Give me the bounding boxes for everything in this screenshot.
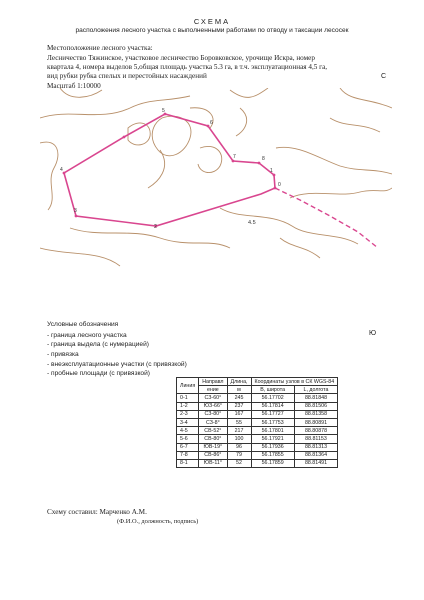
header-direction-2: ение	[199, 386, 227, 394]
cell-direction: ЮЗ-66°	[199, 402, 227, 410]
location-line-1: Лесничество Тяжинское, участковое лесничество Боровковское, урочище Искра, номер	[47, 54, 315, 62]
header-length-unit: м	[227, 386, 251, 394]
cell-line: 5-6	[177, 435, 199, 443]
vertex-label-3: 3	[74, 208, 77, 214]
table-row	[177, 435, 338, 443]
cell-longitude: 88.81153	[294, 435, 337, 443]
vertex-label-8: 8	[262, 156, 265, 162]
table-subheader-row	[177, 386, 338, 394]
cell-length: 96	[227, 443, 251, 451]
location-line-2: квартала 4, номера выделов 5,общая площадь участка 5.3 га, в т.ч. эксплуатационная 4,5 га,	[47, 63, 328, 71]
cell-length: 55	[227, 418, 251, 426]
cell-latitude: 56.17859	[251, 459, 294, 467]
table-row	[177, 410, 338, 418]
cell-direction: СВ-80°	[199, 435, 227, 443]
table-body	[177, 394, 338, 468]
header-line: Линия	[177, 378, 199, 394]
vertex-label-2: 2	[154, 224, 157, 230]
legend-item-compartment: - граница выдела (с нумерацией)	[47, 341, 149, 348]
header-latitude: B, широта	[251, 386, 294, 394]
cell-longitude: 88.81364	[294, 451, 337, 459]
table-row	[177, 427, 338, 435]
vertex-label-1: 1	[270, 168, 273, 174]
table-row	[177, 451, 338, 459]
vertex-label-4: 4	[60, 167, 63, 173]
cell-line: 1-2	[177, 402, 199, 410]
cell-line: 3-4	[177, 418, 199, 426]
cell-latitude: 56.17855	[251, 451, 294, 459]
legend-item-tie: - привязка	[47, 351, 79, 358]
document-subtitle: расположения лесного участка с выполненными работами по отводу и таксации лесосек	[75, 27, 349, 34]
cell-direction: ЮВ-19°	[199, 443, 227, 451]
cell-latitude: 56.17727	[251, 410, 294, 418]
cell-direction: СВ-86°	[199, 451, 227, 459]
location-line-3: вид рубки рубка спелых и перестойных насаждений	[47, 72, 207, 80]
header-length: Длина,	[227, 378, 251, 386]
cell-length: 217	[227, 427, 251, 435]
boundary-vertices	[63, 113, 277, 228]
cell-length: 79	[227, 451, 251, 459]
document-title: СХЕМА	[193, 17, 231, 26]
cell-longitude: 88.81491	[294, 459, 337, 467]
cell-latitude: 56.17801	[251, 427, 294, 435]
vertex-label-6: 6	[210, 120, 213, 126]
cell-latitude: 56.17753	[251, 418, 294, 426]
cell-line: 6-7	[177, 443, 199, 451]
header-direction: Направл	[199, 378, 227, 386]
header-coordinates: Координаты узлов в СК WGS-84	[251, 378, 338, 386]
cell-line: 7-8	[177, 451, 199, 459]
location-heading: Местоположение лесного участка:	[47, 44, 153, 52]
vertex-label-7: 7	[233, 154, 236, 160]
boundary-line	[64, 114, 275, 226]
compiled-by-caption: (Ф.И.О., должность, подпись)	[117, 518, 199, 525]
table-row	[177, 418, 338, 426]
cell-direction: СВ-52°	[199, 427, 227, 435]
vertex-label-5: 5	[162, 108, 165, 114]
cell-direction: СЗ-60°	[199, 394, 227, 402]
table-row	[177, 443, 338, 451]
cell-latitude: 56.17814	[251, 402, 294, 410]
compiled-by: Схему составил: Марченко А.М.	[47, 508, 147, 516]
table-row	[177, 394, 338, 402]
vertex-label-0: 0	[278, 182, 281, 188]
cell-latitude: 56.17921	[251, 435, 294, 443]
cell-line: 2-3	[177, 410, 199, 418]
cell-longitude: 88.81848	[294, 394, 337, 402]
cell-length: 237	[227, 402, 251, 410]
cell-length: 245	[227, 394, 251, 402]
cell-latitude: 56.17936	[251, 443, 294, 451]
tie-line	[275, 188, 378, 248]
header-longitude: L, долгота	[294, 386, 337, 394]
cell-length: 52	[227, 459, 251, 467]
cell-line: 8-1	[177, 459, 199, 467]
cell-longitude: 88.81313	[294, 443, 337, 451]
cell-longitude: 88.81506	[294, 402, 337, 410]
legend-item-boundary: - граница лесного участка	[47, 332, 127, 339]
block-label: 4.5	[248, 220, 256, 226]
compass-south-label: Ю	[369, 330, 377, 337]
legend-item-nonoperational: - внеэксплуатационные участки (с привязкой)	[47, 361, 187, 368]
cell-longitude: 88.80878	[294, 427, 337, 435]
table-row	[177, 402, 338, 410]
table-header-row	[177, 378, 338, 386]
cell-latitude: 56.17702	[251, 394, 294, 402]
legend-title: Условные обозначения	[47, 321, 119, 328]
cell-line: 4-5	[177, 427, 199, 435]
coordinates-table	[176, 377, 338, 468]
map-scale: Масштаб 1:10000	[47, 82, 101, 90]
compass-north-label: С	[381, 73, 387, 80]
cell-length: 167	[227, 410, 251, 418]
cell-length: 100	[227, 435, 251, 443]
cell-longitude: 88.81358	[294, 410, 337, 418]
plot-map	[40, 88, 392, 268]
cell-direction: ЮВ-11°	[199, 459, 227, 467]
legend-item-sample-plots: - пробные площади (с привязкой)	[47, 370, 150, 377]
cell-direction: СЗ-80°	[199, 410, 227, 418]
relief-contours	[40, 88, 392, 266]
cell-longitude: 88.80891	[294, 418, 337, 426]
cell-direction: СЗ-8°	[199, 418, 227, 426]
table-row	[177, 459, 338, 467]
cell-line: 0-1	[177, 394, 199, 402]
